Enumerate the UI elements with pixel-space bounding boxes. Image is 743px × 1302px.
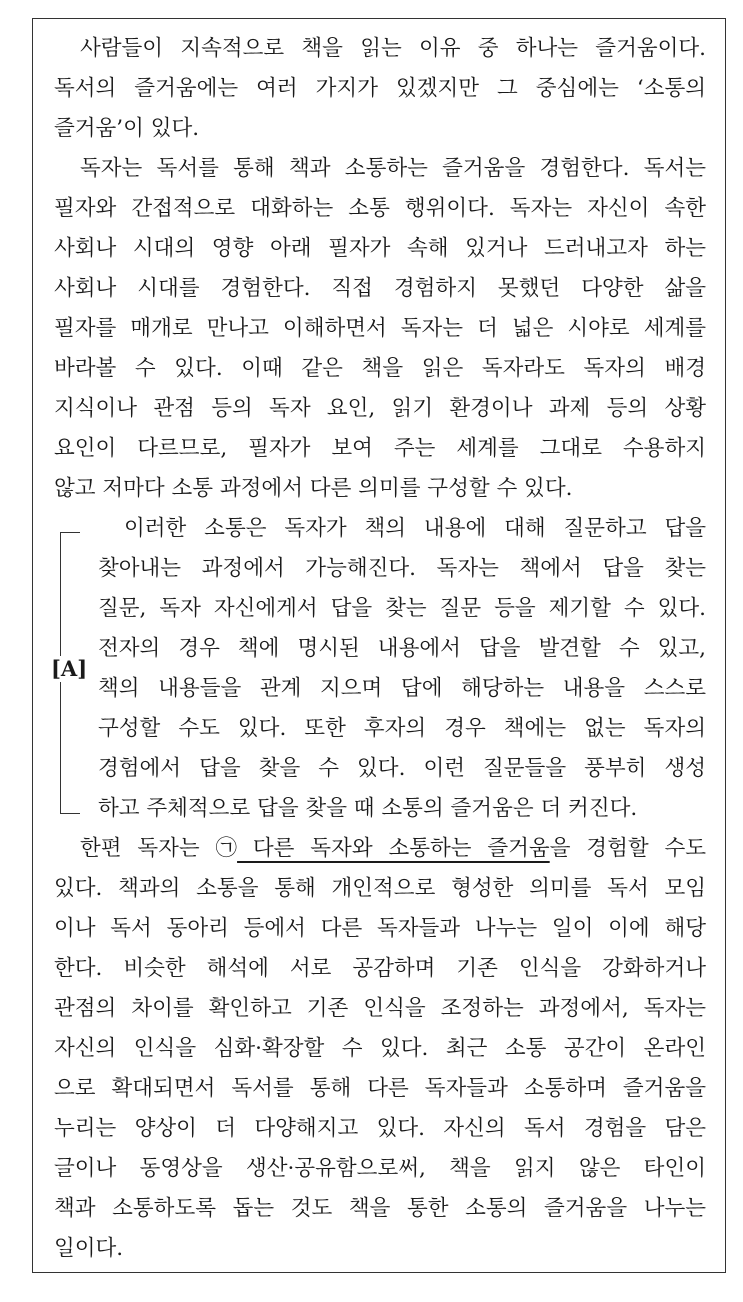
underlined-phrase [216,836,550,861]
p3-line-8: 누리는 양상이 더 다양해지고 있다. 자신의 독서 경험을 담은 [54,1116,706,1141]
p3-line-10: 책과 소통하도록 돕는 것도 책을 통한 소통의 즐거움을 나누는 [54,1196,706,1221]
section-a-label: [A] [51,656,88,681]
p1-line-2: 독서의 즐거움에는 여러 가지가 있겠지만 그 중심에는 ‘소통의 [54,76,706,101]
a-line-3: 질문, 독자 자신에게서 답을 찾는 질문 등을 제기할 수 있다. [98,596,706,621]
circled-marker: ㉠ [215,836,238,861]
p3-line-7: 으로 확대되면서 독서를 통해 다른 독자들과 소통하며 즐거움을 [54,1076,706,1101]
a-line-4: 전자의 경우 책에 명시된 내용에서 답을 발견할 수 있고, [98,636,706,661]
a-line-7: 경험에서 답을 찾을 수 있다. 이런 질문들을 풍부히 생성 [98,756,706,781]
p2-line-5: 필자를 매개로 만나고 이해하면서 독자는 더 넓은 시야로 세계를 [54,316,706,341]
p3-line-3: 이나 독서 동아리 등에서 다른 독자들과 나누는 일이 이에 해당 [54,916,706,941]
p2-line-4: 사회나 시대를 경험한다. 직접 경험하지 못했던 다양한 삶을 [54,276,706,301]
underlined-text: 다른 독자와 소통하는 즐거움 [237,836,550,861]
a-line-2: 찾아내는 과정에서 가능해진다. 독자는 책에서 답을 찾는 [98,556,706,581]
p1-line-1: 사람들이 지속적으로 책을 읽는 이유 중 하나는 즐거움이다. [80,36,706,61]
p3-line-4: 한다. 비슷한 해석에 서로 공감하며 기존 인식을 강화하거나 [54,956,706,981]
p3-line-2: 있다. 책과의 소통을 통해 개인적으로 형성한 의미를 독서 모임 [54,876,706,901]
p2-line-8: 요인이 다르므로, 필자가 보여 주는 세계를 그대로 수용하지 [54,436,706,461]
p2-line-2: 필자와 간접적으로 대화하는 소통 행위이다. 독자는 자신이 속한 [54,196,706,221]
p3-line-9: 글이나 동영상을 생산·공유함으로써, 책을 읽지 않은 타인이 [54,1156,706,1181]
a-line-1: 이러한 소통은 독자가 책의 내용에 대해 질문하고 답을 [124,516,706,541]
p2-line-1: 독자는 독서를 통해 책과 소통하는 즐거움을 경험한다. 독서는 [80,156,706,181]
a-line-5: 책의 내용들을 관계 지으며 답에 해당하는 내용을 스스로 [98,676,706,701]
p3-line-1 [54,831,706,867]
p2-line-9: 않고 저마다 소통 과정에서 다른 의미를 구성할 수 있다. [54,476,573,501]
p3-after: 을 경험할 수도 [549,836,706,861]
a-line-6: 구성할 수도 있다. 또한 후자의 경우 책에는 없는 독자의 [98,716,706,741]
a-line-8: 하고 주체적으로 답을 찾을 때 소통의 즐거움은 더 커진다. [98,796,638,821]
p1-line-3: 즐거움’이 있다. [54,116,200,141]
p2-line-6: 바라볼 수 있다. 이때 같은 책을 읽은 독자라도 독자의 배경 [54,356,706,381]
p2-line-7: 지식이나 관점 등의 독자 요인, 읽기 환경이나 과제 등의 상황 [54,396,706,421]
p2-line-3: 사회나 시대의 영향 아래 필자가 속해 있거나 드러내고자 하는 [54,236,706,261]
p3-line-11: 일이다. [54,1236,124,1261]
p3-before: 한편 독자는 [80,836,216,861]
p3-line-5: 관점의 차이를 확인하고 기존 인식을 조정하는 과정에서, 독자는 [54,996,706,1021]
p3-line-6: 자신의 인식을 심화·확장할 수 있다. 최근 소통 공간이 온라인 [54,1036,706,1061]
